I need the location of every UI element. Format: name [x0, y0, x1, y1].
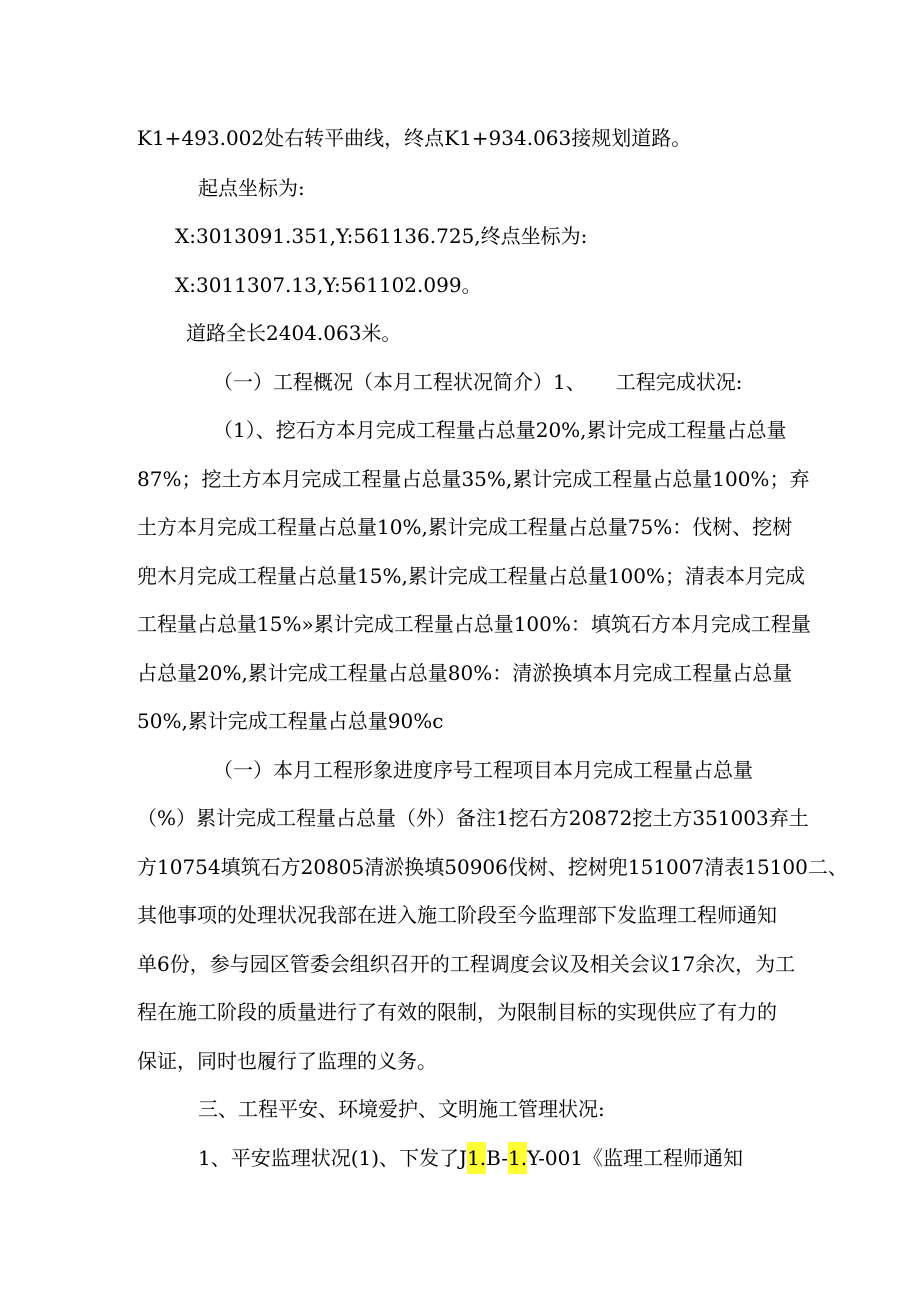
- text-line-22: [198, 1144, 743, 1172]
- text-line-7: （1）、挖石方本月完成工程量占总量20%,累计完成工程量占总量: [213, 418, 787, 442]
- text-line-15: （%）累计完成工程量占总量（外）备注1挖石方20872挖土方351003弃土: [137, 806, 809, 830]
- text-line-1: K1+493.002处右转平曲线，终点K1+934.063接规划道路。: [137, 126, 692, 150]
- text-line-20: 保证，同时也履行了监理的义务。: [137, 1049, 437, 1073]
- text-line-19: 程在施工阶段的质量进行了有效的限制，为限制目标的实现供应了有力的: [137, 1000, 777, 1024]
- text-line-16: 方10754填筑石方20805清淤换填50906伐树、挖树兜151007清表15100二、: [137, 855, 848, 879]
- text-line-22-part-a: 1、平安监理状况(1)、下发了J: [198, 1146, 468, 1170]
- highlighted-text-1: 1.: [467, 1142, 486, 1174]
- text-line-21: 三、工程平安、环境爱护、文明施工管理状况:: [198, 1097, 605, 1121]
- text-line-6: （一）工程概况（本月工程状况简介）1、 工程完成状况:: [213, 370, 743, 394]
- text-line-3: X:3013091.351,Y:561136.725,终点坐标为:: [175, 224, 588, 248]
- text-line-14: （一）本月工程形象进度序号工程项目本月完成工程量占总量: [213, 758, 753, 782]
- text-line-11: 工程量占总量15%»累计完成工程量占总量100%：填筑石方本月完成工程量: [137, 612, 811, 636]
- text-line-10: 兜木月完成工程量占总量15%,累计完成工程量占总量100%；清表本月完成: [137, 564, 805, 588]
- text-line-9: 土方本月完成工程量占总量10%,累计完成工程量占总量75%：伐树、挖树: [137, 515, 793, 539]
- text-line-4: X:3011307.13,Y:561102.099。: [175, 273, 482, 297]
- text-line-8: 87%；挖土方本月完成工程量占总量35%,累计完成工程量占总量100%；弃: [137, 467, 810, 491]
- text-line-22-part-e: Y-001《监理工程师通知: [527, 1146, 744, 1170]
- text-line-5: 道路全长2404.063米。: [186, 321, 402, 345]
- text-line-18: 单6份，参与园区管委会组织召开的工程调度会议及相关会议17余次，为工: [137, 952, 796, 976]
- text-line-2: 起点坐标为:: [198, 176, 305, 200]
- text-line-12: 占总量20%,累计完成工程量占总量80%：清淤换填本月完成工程量占总量: [137, 661, 793, 685]
- text-line-22-part-c: B-: [486, 1146, 508, 1170]
- text-line-17: 其他事项的处理状况我部在进入施工阶段至今监理部下发监理工程师通知: [137, 903, 777, 927]
- text-line-13: 50%,累计完成工程量占总量90%c: [137, 709, 444, 733]
- highlighted-text-2: 1.: [508, 1142, 527, 1174]
